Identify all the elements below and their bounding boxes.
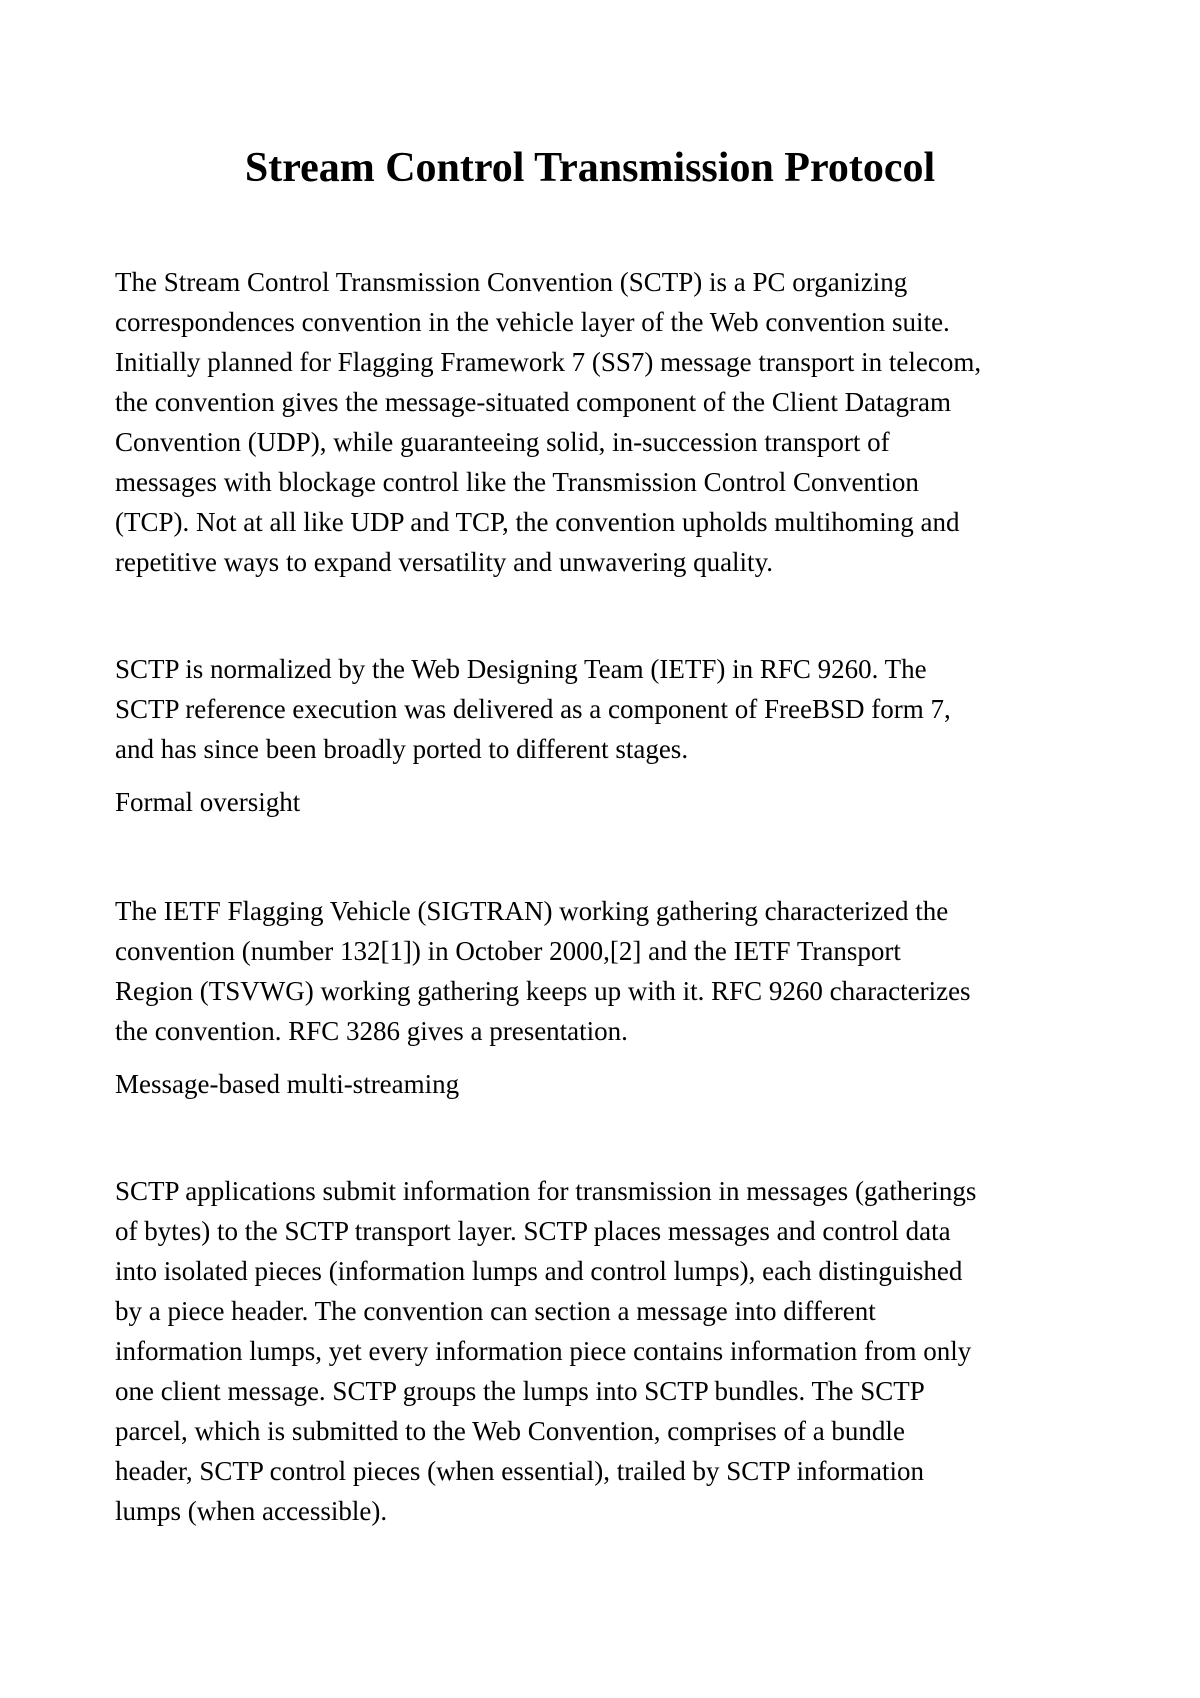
paragraph-line: Convention (UDP), while guaranteeing solid, in-succession transport of (115, 427, 890, 457)
paragraph-line: parcel, which is submitted to the Web Convention, comprises of a bundle (115, 1416, 905, 1446)
paragraph-line: correspondences convention in the vehicle layer of the Web convention suite. (115, 307, 950, 337)
paragraph-line: repetitive ways to expand versatility and unwavering quality. (115, 547, 774, 577)
paragraph-line: The Stream Control Transmission Convention (SCTP) is a PC organizing (115, 267, 908, 297)
paragraph-line: SCTP reference execution was delivered as a component of FreeBSD form 7, (115, 694, 951, 724)
paragraph-line: Initially planned for Flagging Framework 7 (SS7) message transport in telecom, (115, 347, 982, 377)
paragraph-line: the convention gives the message-situated component of the Client Datagram (115, 387, 952, 417)
document-title: Stream Control Transmission Protocol (244, 145, 936, 191)
paragraph-line: by a piece header. The convention can section a message into different (115, 1296, 876, 1326)
paragraph-line: convention (number 132[1]) in October 2000,[2] and the IETF Transport (115, 936, 901, 966)
paragraph-oversight (115, 891, 1115, 1051)
paragraph-line: into isolated pieces (information lumps and control lumps), each distinguished (115, 1256, 963, 1286)
paragraph-line: and has since been broadly ported to different stages. (115, 734, 689, 764)
paragraph-line: messages with blockage control like the Transmission Control Convention (115, 467, 919, 497)
section-heading-formal-oversight: Formal oversight (115, 787, 301, 817)
paragraph-line: The IETF Flagging Vehicle (SIGTRAN) working gathering characterized the (115, 896, 949, 926)
paragraph-line: of bytes) to the SCTP transport layer. SCTP places messages and control data (115, 1216, 951, 1246)
paragraph-line: SCTP applications submit information for transmission in messages (gatherings (115, 1176, 977, 1206)
paragraph-line: Region (TSVWG) working gathering keeps up with it. RFC 9260 characterizes (115, 976, 971, 1006)
paragraph-intro (115, 262, 1115, 582)
paragraph-line: the convention. RFC 3286 gives a presentation. (115, 1016, 628, 1046)
paragraph-line: one client message. SCTP groups the lumps into SCTP bundles. The SCTP (115, 1376, 925, 1406)
paragraph-line: SCTP is normalized by the Web Designing Team (IETF) in RFC 9260. The (115, 654, 927, 684)
paragraph-line: lumps (when accessible). (115, 1496, 388, 1526)
paragraph-line: header, SCTP control pieces (when essential), trailed by SCTP information (115, 1456, 924, 1486)
paragraph-multi-streaming (115, 1171, 1115, 1531)
paragraph-line: (TCP). Not at all like UDP and TCP, the convention upholds multihoming and (115, 507, 960, 537)
paragraph-line: information lumps, yet every information piece contains information from only (115, 1336, 972, 1366)
section-heading-multi-streaming: Message-based multi-streaming (115, 1069, 460, 1099)
paragraph-standardization (115, 649, 1115, 769)
